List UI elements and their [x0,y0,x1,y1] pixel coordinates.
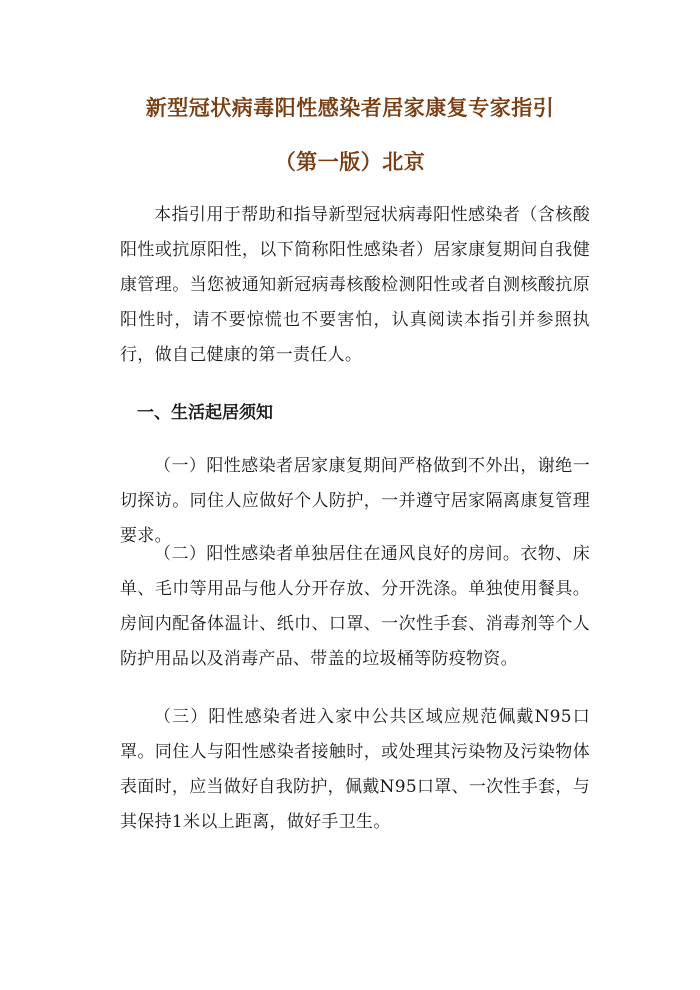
section-item-2: （二）阳性感染者单独居住在通风良好的房间。衣物、床单、毛巾等用品与他人分开存放、分开洗涤。单独使用餐具。房间内配备体温计、纸巾、口罩、一次性手套、消毒剂等个人防护用品以及消毒产品、带盖的垃圾桶等防疫物资。 [120,544,590,669]
section-item-3: （三）阳性感染者进入家中公共区域应规范佩戴N95口罩。同住人与阳性感染者接触时，或处理其污染物及污染物体表面时，应当做好自我防护，佩戴N95口罩、一次性手套，与其保持1米以上距离，做好手卫生。 [120,707,590,832]
section-item-1: （一）阳性感染者居家康复期间严格做到不外出，谢绝一切探访。同住人应做好个人防护，一并遵守居家隔离康复管理要求。 [120,456,590,546]
intro-paragraph: 本指引用于帮助和指导新型冠状病毒阳性感染者（含核酸阳性或抗原阳性，以下简称阳性感染者）居家康复期间自我健康管理。当您被通知新冠病毒核酸检测阳性或者自测核酸抗原阳性时，请不要惊慌也不要害怕，认真阅读本指引并参照执行，做自己健康的第一责任人。 [120,205,590,365]
section-heading: 一、生活起居须知 [137,403,273,423]
document-title: 新型冠状病毒阳性感染者居家康复专家指引 [145,95,555,120]
document-subtitle: （第一版）北京 [274,149,426,174]
